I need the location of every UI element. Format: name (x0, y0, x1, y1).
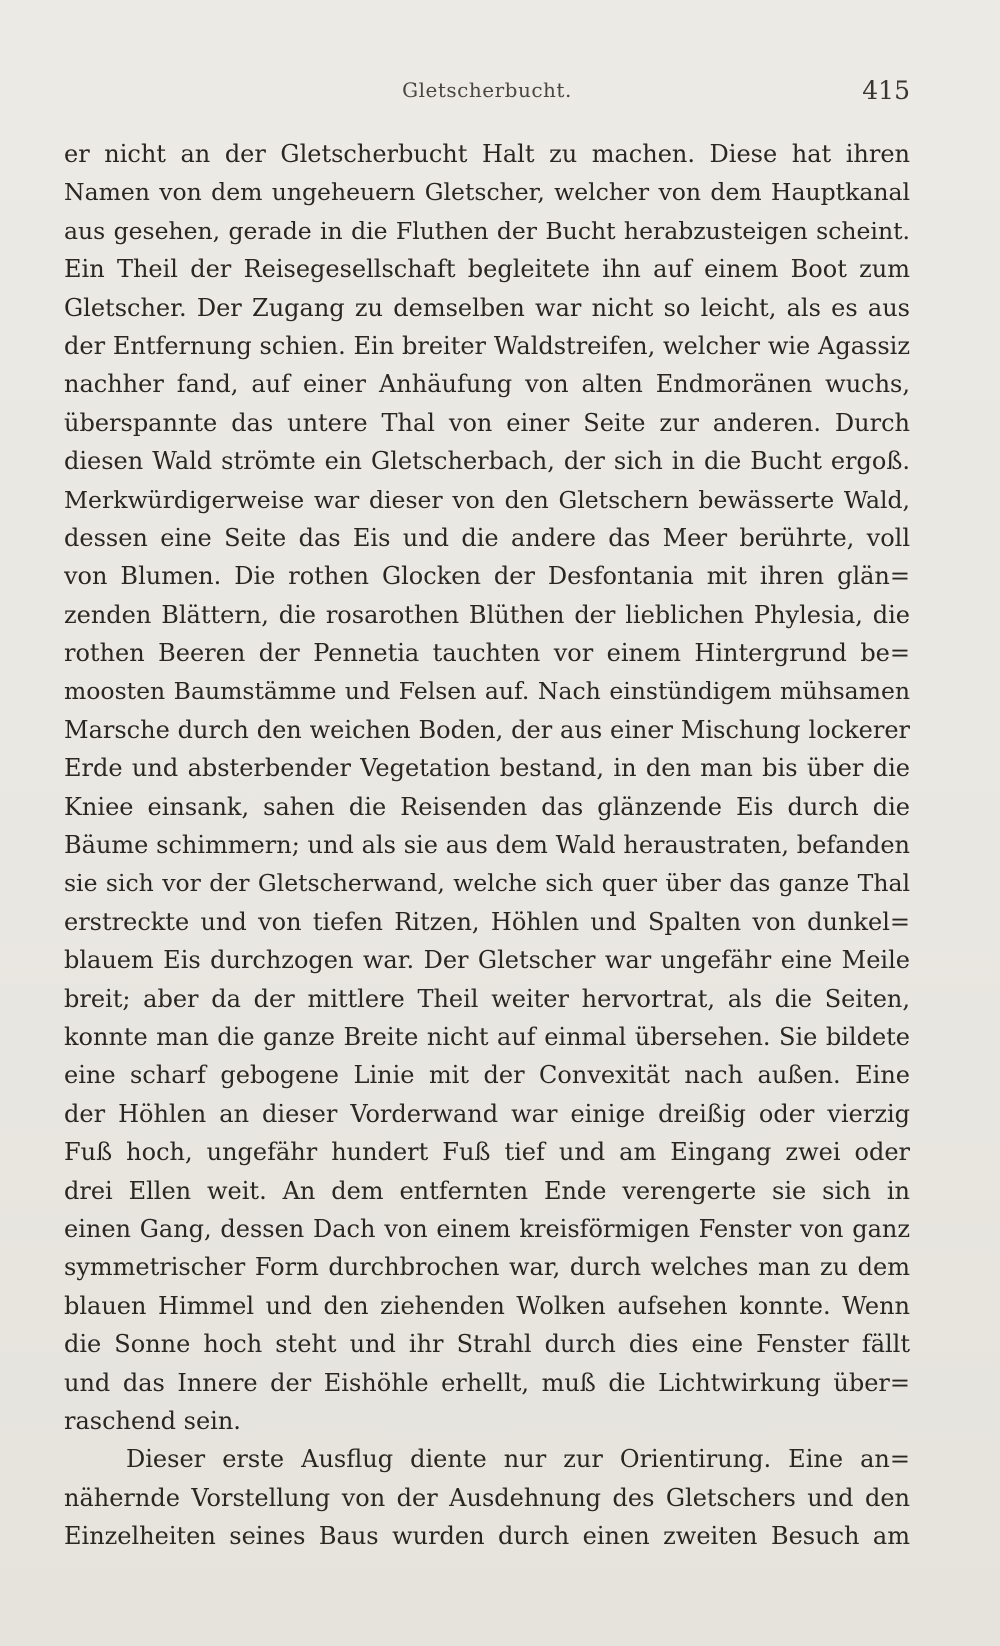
paragraph-end-line: raschend sein. (64, 1406, 241, 1435)
text-line: nähernde Vorstellung von der Ausdehnung des Gletschers und den (64, 1483, 910, 1512)
text-line: überspannte das untere Thal von einer Seite zur anderen. Durch (64, 408, 910, 437)
text-line: aus gesehen, gerade in die Fluthen der Bucht herabzusteigen scheint. (64, 216, 910, 245)
running-title: Gletscherbucht. (402, 78, 572, 102)
text-line: Merkwürdigerweise war dieser von den Gletschern bewässerte Wald, (64, 485, 910, 514)
page-number: 415 (862, 76, 910, 105)
text-line: Marsche durch den weichen Boden, der aus einer Mischung lockerer (64, 715, 910, 744)
text-line: Gletscher. Der Zugang zu demselben war nicht so leicht, als es aus (64, 293, 910, 322)
text-line: drei Ellen weit. An dem entfernten Ende verengerte sie sich in (64, 1176, 910, 1205)
text-line: zenden Blättern, die rosarothen Blüthen der lieblichen Phylesia, die (64, 600, 910, 629)
text-line: moosten Baumstämme und Felsen auf. Nach einstündigem mühsamen (64, 677, 910, 706)
text-line: die Sonne hoch steht und ihr Strahl durch dies eine Fenster fällt (64, 1330, 910, 1359)
text-line: symmetrischer Form durchbrochen war, durch welches man zu dem (64, 1253, 910, 1282)
text-line: von Blumen. Die rothen Glocken der Desfontania mit ihren glän= (64, 562, 910, 591)
text-line: breit; aber da der mittlere Theil weiter hervortrat, als die Seiten, (64, 984, 910, 1013)
text-line: blauem Eis durchzogen war. Der Gletscher war ungefähr eine Meile (64, 946, 910, 975)
body-text (64, 135, 910, 1555)
text-line: Namen von dem ungeheuern Gletscher, welcher von dem Hauptkanal (64, 178, 910, 207)
text-line: dessen eine Seite das Eis und die andere das Meer berührte, voll (64, 523, 910, 552)
text-line: diesen Wald strömte ein Gletscherbach, der sich in die Bucht ergoß. (64, 447, 910, 476)
text-line: rothen Beeren der Pennetia tauchten vor einem Hintergrund be= (64, 639, 910, 668)
text-line: Fuß hoch, ungefähr hundert Fuß tief und am Eingang zwei oder (64, 1138, 910, 1167)
text-line: Ein Theil der Reisegesellschaft begleitete ihn auf einem Boot zum (64, 255, 910, 284)
text-line: konnte man die ganze Breite nicht auf einmal übersehen. Sie bildete (64, 1022, 910, 1051)
running-head (64, 78, 910, 112)
text-line: blauen Himmel und den ziehenden Wolken aufsehen konnte. Wenn (64, 1291, 910, 1320)
text-line: der Entfernung schien. Ein breiter Waldstreifen, welcher wie Agassiz (64, 331, 910, 360)
text-line: und das Innere der Eishöhle erhellt, muß die Lichtwirkung über= (64, 1368, 910, 1397)
text-line: Bäume schimmern; und als sie aus dem Wald heraustraten, befanden (64, 831, 910, 860)
text-line: nachher fand, auf einer Anhäufung von alten Endmoränen wuchs, (64, 370, 910, 399)
text-line: einen Gang, dessen Dach von einem kreisförmigen Fenster von ganz (64, 1214, 910, 1243)
text-line: sie sich vor der Gletscherwand, welche sich quer über das ganze Thal (64, 869, 910, 898)
text-line: eine scharf gebogene Linie mit der Convexität nach außen. Eine (64, 1061, 910, 1090)
text-line: der Höhlen an dieser Vorderwand war einige dreißig oder vierzig (64, 1099, 910, 1128)
paragraph-first-line: Dieser erste Ausflug diente nur zur Orientirung. Eine an= (126, 1445, 910, 1474)
text-line: er nicht an der Gletscherbucht Halt zu machen. Diese hat ihren (64, 140, 910, 168)
text-line: erstreckte und von tiefen Ritzen, Höhlen und Spalten von dunkel= (64, 907, 910, 936)
text-line: Erde und absterbender Vegetation bestand, in den man bis über die (64, 754, 910, 783)
text-line: Einzelheiten seines Baus wurden durch einen zweiten Besuch am (64, 1522, 910, 1551)
text-line: Kniee einsank, sahen die Reisenden das glänzende Eis durch die (64, 792, 910, 821)
